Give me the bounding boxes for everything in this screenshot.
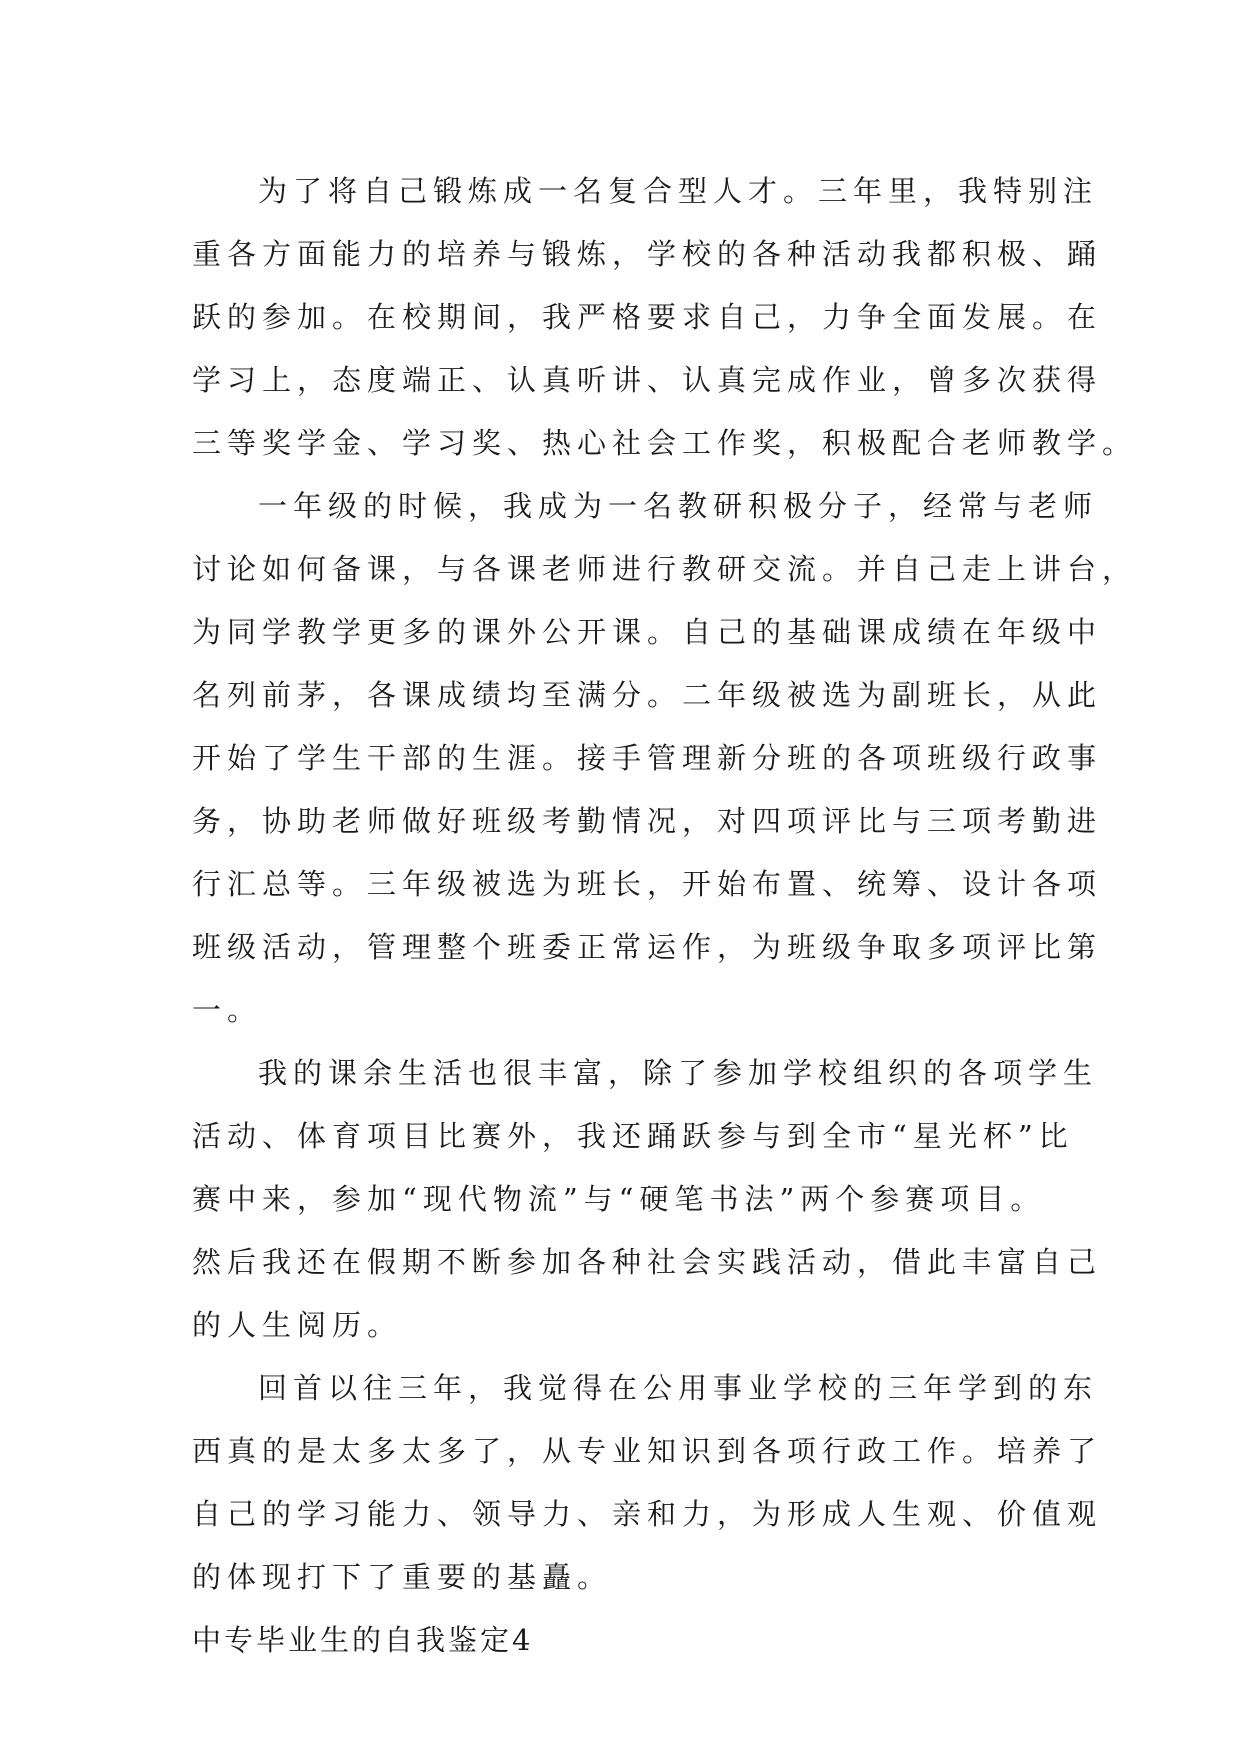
text-line: 自己的学习能力、领导力、亲和力，为形成人生观、价值观 (192, 1497, 1103, 1531)
paragraph-2 (192, 475, 1138, 1042)
section-heading: 中专毕业生的自我鉴定4 (192, 1623, 534, 1657)
text-line: 为同学教学更多的课外公开课。自己的基础课成绩在年级中 (192, 615, 1103, 649)
text-line: 三等奖学金、学习奖、热心社会工作奖，积极配合老师教学。 (192, 426, 1138, 460)
text-line: 学习上，态度端正、认真听讲、认真完成作业，曾多次获得 (192, 363, 1103, 397)
text-line: 的体现打下了重要的基矗。 (192, 1560, 613, 1594)
text-line: 为了将自己锻炼成一名复合型人才。三年里，我特别注 (258, 174, 1099, 208)
paragraph-1 (192, 160, 1138, 475)
text-line: 重各方面能力的培养与锻炼，学校的各种活动我都积极、踊 (192, 237, 1103, 271)
text-line: 名列前茅，各课成绩均至满分。二年级被选为副班长，从此 (192, 678, 1103, 712)
text-line: 行汇总等。三年级被选为班长，开始布置、统筹、设计各项 (192, 867, 1103, 901)
text-line: 班级活动，管理整个班委正常运作，为班级争取多项评比第 (192, 930, 1103, 964)
text-line: 我的课余生活也很丰富，除了参加学校组织的各项学生 (258, 1056, 1099, 1090)
paragraph-4 (192, 1357, 1103, 1609)
text-line: 跃的参加。在校期间，我严格要求自己，力争全面发展。在 (192, 300, 1103, 334)
text-line: 的人生阅历。 (192, 1308, 403, 1342)
text-line: 一年级的时候，我成为一名教研积极分子，经常与老师 (258, 489, 1099, 523)
text-line: 回首以往三年，我觉得在公用事业学校的三年学到的东 (258, 1371, 1099, 1405)
text-line: 然后我还在假期不断参加各种社会实践活动，借此丰富自己 (192, 1245, 1103, 1279)
text-line: 西真的是太多太多了，从专业知识到各项行政工作。培养了 (192, 1434, 1103, 1468)
text-line: 一。 (192, 993, 263, 1027)
text-line: 务，协助老师做好班级考勤情况，对四项评比与三项考勤进 (192, 804, 1103, 838)
text-line: 活动、体育项目比赛外，我还踊跃参与到全市“星光杯”比 (192, 1119, 1074, 1153)
text-line: 赛中来，参加“现代物流”与“硬笔书法”两个参赛项目。 (192, 1182, 1046, 1216)
document-body (192, 160, 1138, 1672)
paragraph-3 (192, 1042, 1103, 1357)
text-line: 开始了学生干部的生涯。接手管理新分班的各项班级行政事 (192, 741, 1103, 775)
text-line: 讨论如何备课，与各课老师进行教研交流。并自己走上讲台， (192, 552, 1138, 586)
